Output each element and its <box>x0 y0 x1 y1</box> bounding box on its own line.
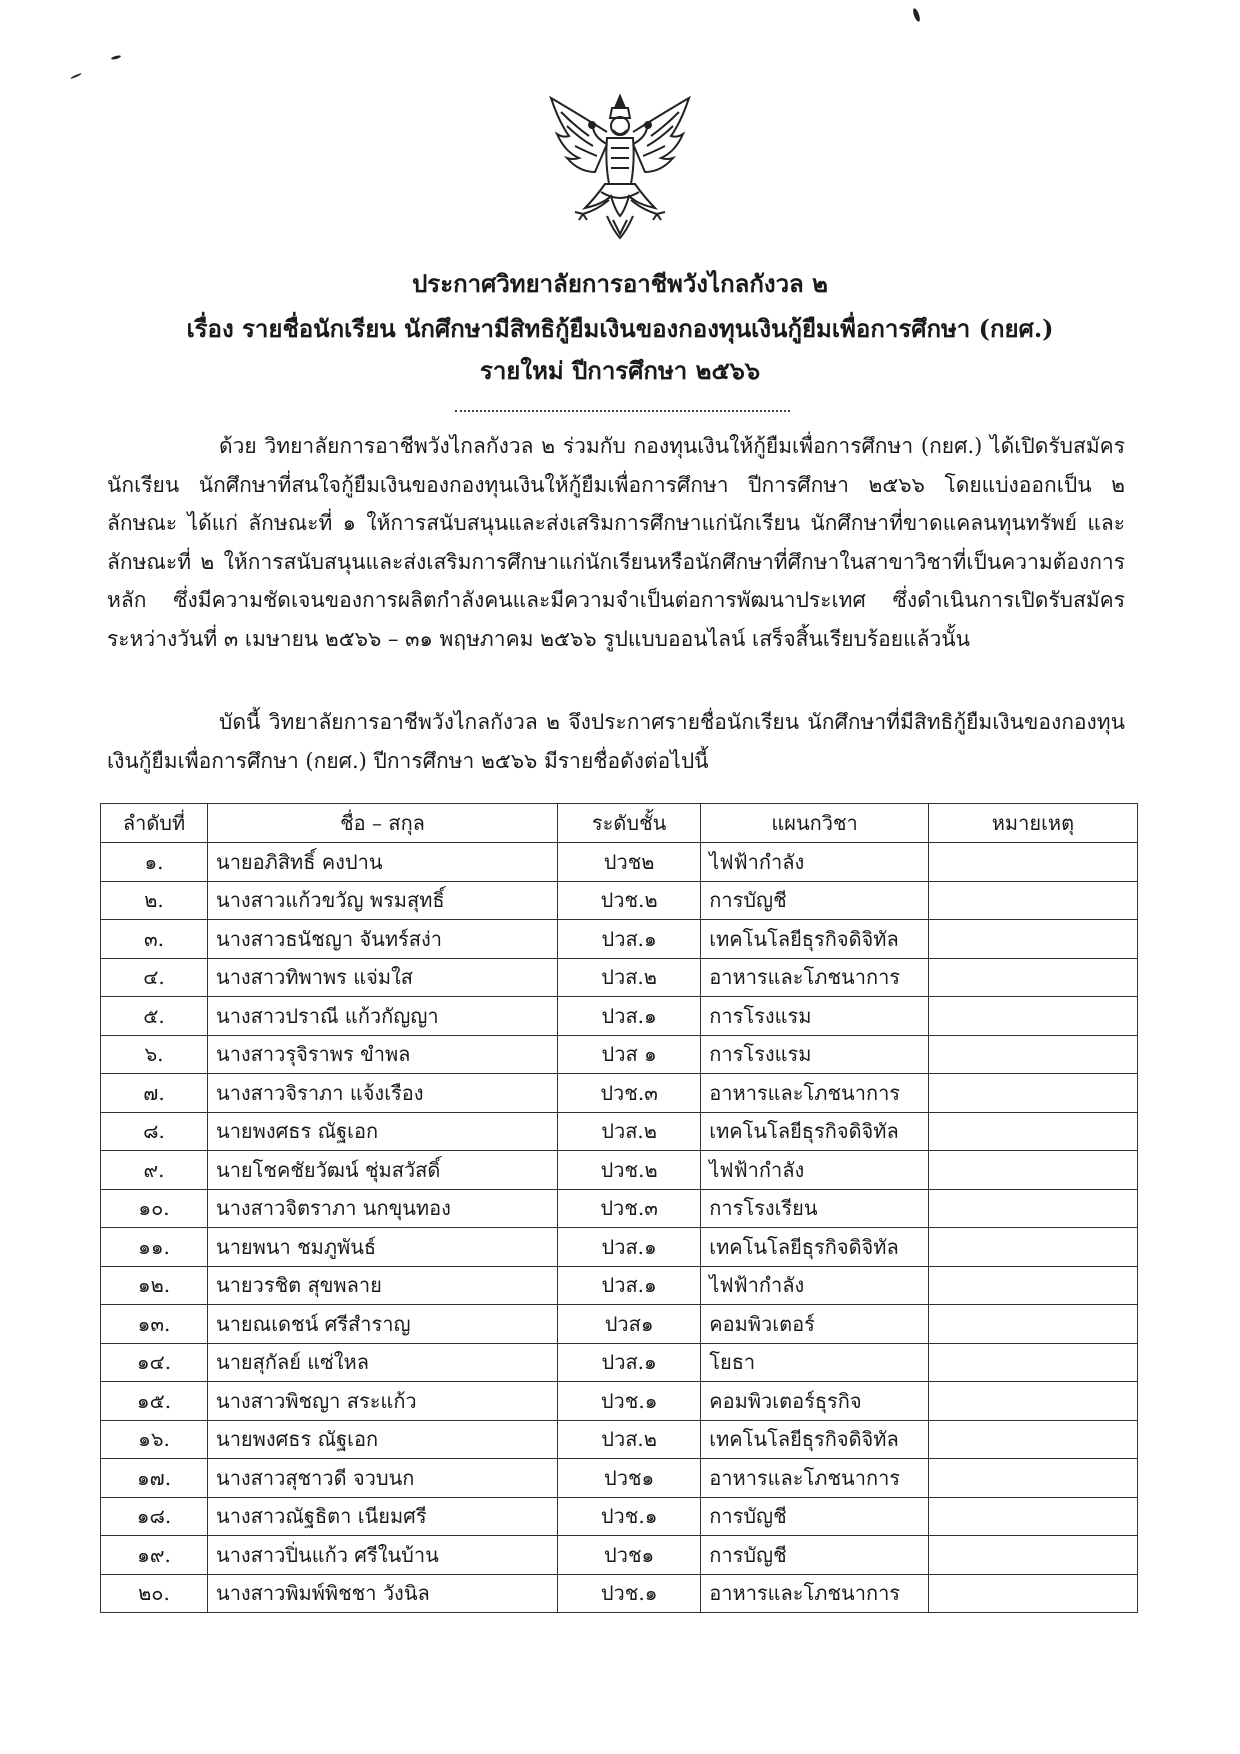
table-body <box>101 843 1138 1613</box>
cell-dept: ไฟฟ้ากำลัง <box>701 1266 929 1305</box>
cell-note <box>928 958 1137 997</box>
cell-note <box>928 1382 1137 1421</box>
announcement-title: ประกาศวิทยาลัยการอาชีพวังไกลกังวล ๒ <box>412 269 828 298</box>
table-row <box>101 997 1138 1036</box>
cell-level: ปวส.๑ <box>557 1343 700 1382</box>
cell-name: นางสาวพิชญา สระแก้ว <box>208 1382 558 1421</box>
cell-name: นายสุกัลย์ แซ่ใหล <box>208 1343 558 1382</box>
cell-dept: ไฟฟ้ากำลัง <box>701 1151 929 1190</box>
cell-level: ปวช.๑ <box>557 1382 700 1421</box>
cell-dept: คอมพิวเตอร์ <box>701 1305 929 1344</box>
cell-dept: อาหารและโภชนาการ <box>701 1074 929 1113</box>
cell-level: ปวช๑ <box>557 1459 700 1498</box>
cell-note <box>928 1228 1137 1267</box>
cell-dept: เทคโนโลยีธุรกิจดิจิทัล <box>701 920 929 959</box>
cell-name: นางสาวปิ่นแก้ว ศรีในบ้าน <box>208 1536 558 1575</box>
cell-no: ๑๕. <box>101 1382 208 1421</box>
cell-note <box>928 1305 1137 1344</box>
dotted-divider <box>455 410 790 412</box>
cell-name: นายวรชิต สุขพลาย <box>208 1266 558 1305</box>
cell-note <box>928 843 1137 882</box>
cell-dept: อาหารและโภชนาการ <box>701 1459 929 1498</box>
cell-level: ปวช.๓ <box>557 1074 700 1113</box>
cell-level: ปวส ๑ <box>557 1035 700 1074</box>
cell-no: ๓. <box>101 920 208 959</box>
cell-level: ปวส.๒ <box>557 1420 700 1459</box>
table-row <box>101 1420 1138 1459</box>
table-row <box>101 1459 1138 1498</box>
cell-level: ปวช.๓ <box>557 1189 700 1228</box>
column-header-level: ระดับชั้น <box>557 804 700 843</box>
cell-no: ๒๐. <box>101 1574 208 1613</box>
cell-name: นางสาวณัฐธิตา เนียมศรี <box>208 1497 558 1536</box>
cell-dept: อาหารและโภชนาการ <box>701 958 929 997</box>
cell-level: ปวส.๑ <box>557 920 700 959</box>
garuda-emblem-icon <box>545 92 695 242</box>
cell-dept: ไฟฟ้ากำลัง <box>701 843 929 882</box>
table-row <box>101 881 1138 920</box>
table-row <box>101 1112 1138 1151</box>
cell-dept: การโรงเรียน <box>701 1189 929 1228</box>
cell-name: นายโชคชัยวัฒน์ ชุ่มสวัสดิ์ <box>208 1151 558 1190</box>
cell-dept: การบัญชี <box>701 1536 929 1575</box>
table-row <box>101 843 1138 882</box>
table-row <box>101 1305 1138 1344</box>
cell-level: ปวส๑ <box>557 1305 700 1344</box>
column-header-name: ชื่อ – สกุล <box>208 804 558 843</box>
scan-speck <box>70 73 82 80</box>
table-row <box>101 1266 1138 1305</box>
cell-level: ปวส.๒ <box>557 958 700 997</box>
cell-name: นายพงศธร ณัฐเอก <box>208 1420 558 1459</box>
cell-note <box>928 1035 1137 1074</box>
cell-note <box>928 1074 1137 1113</box>
cell-no: ๑. <box>101 843 208 882</box>
cell-dept: เทคโนโลยีธุรกิจดิจิทัล <box>701 1228 929 1267</box>
scan-speck <box>111 55 121 60</box>
cell-dept: การโรงแรม <box>701 997 929 1036</box>
student-roster-table <box>100 803 1138 1613</box>
cell-no: ๙. <box>101 1151 208 1190</box>
cell-name: นางสาวรุจิราพร ขำพล <box>208 1035 558 1074</box>
cell-level: ปวช.๒ <box>557 881 700 920</box>
cell-level: ปวช.๑ <box>557 1574 700 1613</box>
cell-level: ปวส.๒ <box>557 1112 700 1151</box>
cell-no: ๑๓. <box>101 1305 208 1344</box>
scan-speck <box>912 8 921 23</box>
cell-no: ๑๖. <box>101 1420 208 1459</box>
column-header-note: หมายเหตุ <box>928 804 1137 843</box>
table-row <box>101 1536 1138 1575</box>
cell-note <box>928 881 1137 920</box>
table-row <box>101 1228 1138 1267</box>
cell-level: ปวช๑ <box>557 1536 700 1575</box>
cell-no: ๑๙. <box>101 1536 208 1575</box>
table-row <box>101 958 1138 997</box>
cell-name: นางสาวทิพาพร แจ่มใส <box>208 958 558 997</box>
cell-no: ๖. <box>101 1035 208 1074</box>
cell-no: ๕. <box>101 997 208 1036</box>
body-paragraph-2-text: บัดนี้ วิทยาลัยการอาชีพวังไกลกังวล ๒ จึงประกาศรายชื่อนักเรียน นักศึกษาที่มีสิทธิกู้ยืมเงินของกองทุนเงินกู้ยืมเพื่อการศึกษา (กยศ.) ปีการศึกษา ๒๕๖๖ มีรายชื่อดังต่อไปนี้ <box>107 710 1125 773</box>
column-header-dept: แผนกวิชา <box>701 804 929 843</box>
cell-note <box>928 997 1137 1036</box>
announcement-subject: เรื่อง รายชื่อนักเรียน นักศึกษามีสิทธิกู้ยืมเงินของกองทุนเงินกู้ยืมเพื่อการศึกษา (กยศ.) <box>186 314 1054 343</box>
cell-no: ๗. <box>101 1074 208 1113</box>
cell-name: นายณเดชน์ ศรีสำราญ <box>208 1305 558 1344</box>
cell-no: ๑๒. <box>101 1266 208 1305</box>
cell-name: นางสาวสุชาวดี จวบนก <box>208 1459 558 1498</box>
table-row <box>101 1497 1138 1536</box>
table-row <box>101 1035 1138 1074</box>
cell-note <box>928 1189 1137 1228</box>
cell-name: นางสาวปราณี แก้วกัญญา <box>208 997 558 1036</box>
cell-no: ๒. <box>101 881 208 920</box>
cell-note <box>928 1420 1137 1459</box>
cell-name: นางสาวธนัชญา จันทร์สง่า <box>208 920 558 959</box>
cell-level: ปวส.๑ <box>557 1228 700 1267</box>
cell-no: ๑๐. <box>101 1189 208 1228</box>
cell-name: นางสาวพิมพ์พิชชา วังนิล <box>208 1574 558 1613</box>
body-paragraph-2 <box>107 703 1125 780</box>
cell-note <box>928 1459 1137 1498</box>
cell-name: นายพงศธร ณัฐเอก <box>208 1112 558 1151</box>
body-paragraph-1-text: ด้วย วิทยาลัยการอาชีพวังไกลกังวล ๒ ร่วมกับ กองทุนเงินให้กู้ยืมเพื่อการศึกษา (กยศ.) ได้เปิดรับสมัครนักเรียน นักศึกษาที่สนใจกู้ยืมเงินของกองทุนเงินให้กู้ยืมเพื่อการศึกษา ปีการศึกษา ๒๕๖๖ โดยแบ่งออกเป็น ๒ ลักษณะ ได้แก่ ลักษณะที่ ๑ ให้การสนับสนุนและส่งเสริมการศึกษาแก่นักเรียน นักศึกษาที่ขาดแคลนทุนทรัพย์ และ ลักษณะที่ ๒ ให้การสนับสนุนและส่งเสริมการศึกษาแก่นักเรียนหรือนักศึกษาที่ศึกษาในสาขาวิชาที่เป็นความต้องการหลัก ซึ่งมีความชัดเจนของการผลิตกำลังคนและมีความจำเป็นต่อการพัฒนาประเทศ ซึ่งดำเนินการเปิดรับสมัครระหว่างวันที่ ๓ เมษายน ๒๕๖๖ – ๓๑ พฤษภาคม ๒๕๖๖ รูปแบบออนไลน์ เสร็จสิ้นเรียบร้อยแล้วนั้น <box>107 434 1125 651</box>
cell-note <box>928 920 1137 959</box>
cell-dept: อาหารและโภชนาการ <box>701 1574 929 1613</box>
cell-name: นางสาวจิราภา แจ้งเรือง <box>208 1074 558 1113</box>
cell-dept: คอมพิวเตอร์ธุรกิจ <box>701 1382 929 1421</box>
table-header-row <box>101 804 1138 843</box>
cell-no: ๑๔. <box>101 1343 208 1382</box>
cell-name: นางสาวจิตราภา นกขุนทอง <box>208 1189 558 1228</box>
cell-dept: เทคโนโลยีธุรกิจดิจิทัล <box>701 1112 929 1151</box>
cell-no: ๑๑. <box>101 1228 208 1267</box>
cell-no: ๘. <box>101 1112 208 1151</box>
cell-no: ๑๗. <box>101 1459 208 1498</box>
table-row <box>101 1382 1138 1421</box>
cell-dept: การโรงแรม <box>701 1035 929 1074</box>
table-row <box>101 1074 1138 1113</box>
cell-level: ปวส.๑ <box>557 1266 700 1305</box>
cell-note <box>928 1574 1137 1613</box>
cell-no: ๑๘. <box>101 1497 208 1536</box>
body-paragraph-1 <box>107 427 1125 658</box>
table-row <box>101 1151 1138 1190</box>
column-header-no: ลำดับที่ <box>101 804 208 843</box>
cell-note <box>928 1151 1137 1190</box>
cell-name: นายพนา ชมภูพันธ์ <box>208 1228 558 1267</box>
cell-level: ปวช๒ <box>557 843 700 882</box>
cell-note <box>928 1343 1137 1382</box>
cell-note <box>928 1112 1137 1151</box>
cell-note <box>928 1497 1137 1536</box>
cell-name: นายอภิสิทธิ์ คงปาน <box>208 843 558 882</box>
table-row <box>101 920 1138 959</box>
cell-dept: การบัญชี <box>701 1497 929 1536</box>
announcement-subtitle: รายใหม่ ปีการศึกษา ๒๕๖๖ <box>479 356 761 385</box>
cell-note <box>928 1536 1137 1575</box>
table-row <box>101 1189 1138 1228</box>
cell-dept: เทคโนโลยีธุรกิจดิจิทัล <box>701 1420 929 1459</box>
table-row <box>101 1574 1138 1613</box>
cell-name: นางสาวแก้วขวัญ พรมสุทธิ์ <box>208 881 558 920</box>
cell-level: ปวส.๑ <box>557 997 700 1036</box>
cell-dept: โยธา <box>701 1343 929 1382</box>
cell-level: ปวช.๒ <box>557 1151 700 1190</box>
cell-note <box>928 1266 1137 1305</box>
cell-dept: การบัญชี <box>701 881 929 920</box>
table-row <box>101 1343 1138 1382</box>
cell-no: ๔. <box>101 958 208 997</box>
cell-level: ปวช.๑ <box>557 1497 700 1536</box>
